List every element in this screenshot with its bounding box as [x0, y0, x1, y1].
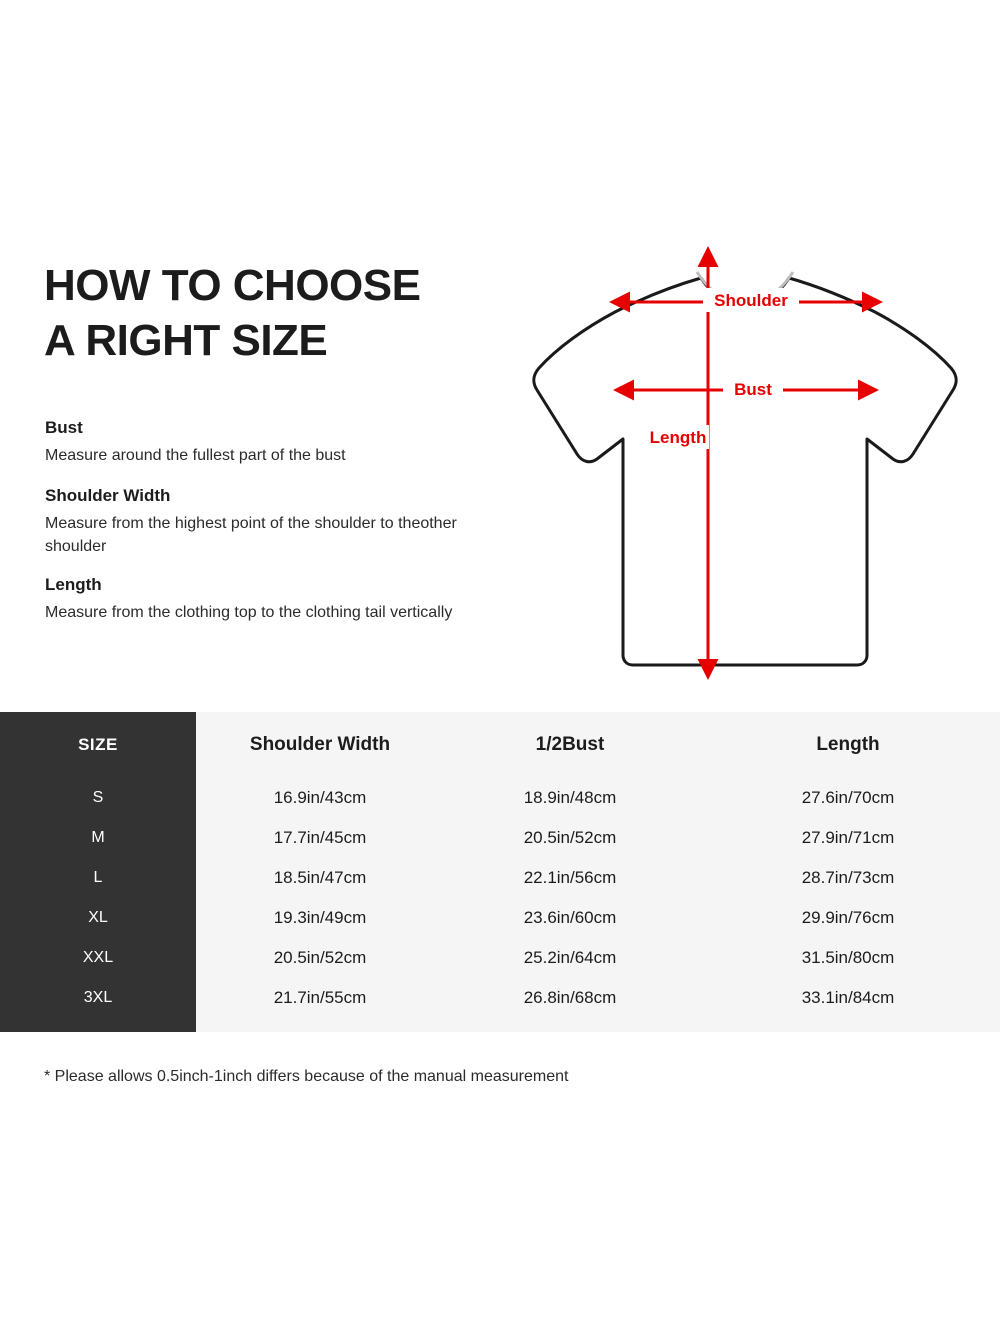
page-title-line-1: HOW TO CHOOSE: [44, 261, 421, 310]
cell-half-bust: 20.5in/52cm: [523, 828, 617, 847]
cell-shoulder-width: 21.7in/55cm: [273, 988, 367, 1007]
table-header-half-bust: 1/2Bust: [535, 734, 605, 755]
description-bust: [45, 418, 505, 467]
description-shoulder-width: [45, 486, 505, 558]
cell-length: 27.9in/71cm: [801, 828, 895, 847]
table-row: [0, 858, 1000, 898]
description-length: [45, 575, 505, 624]
cell-half-bust: 22.1in/56cm: [523, 868, 617, 887]
cell-length: 29.9in/76cm: [801, 908, 895, 927]
table-header-shoulder-width: Shoulder Width: [249, 734, 391, 755]
cell-length: 27.6in/70cm: [801, 788, 895, 807]
diagram-label-length: Length: [649, 428, 707, 447]
table-row: [0, 818, 1000, 858]
cell-half-bust: 23.6in/60cm: [523, 908, 617, 927]
description-length-title: Length: [45, 575, 102, 594]
cell-shoulder-width: 18.5in/47cm: [273, 868, 367, 887]
tshirt-diagram: [505, 240, 985, 690]
table-row: [0, 778, 1000, 818]
cell-shoulder-width: 20.5in/52cm: [273, 948, 367, 967]
diagram-label-shoulder: Shoulder: [714, 291, 788, 310]
cell-size: M: [91, 829, 105, 846]
page-title: [44, 258, 514, 368]
cell-size: L: [93, 869, 103, 886]
table-row: [0, 978, 1000, 1018]
measurement-note: * Please allows 0.5inch-1inch differs because of the manual measurement: [44, 1068, 569, 1085]
cell-size: XL: [88, 909, 108, 926]
cell-length: 28.7in/73cm: [801, 868, 895, 887]
table-header-row: [0, 712, 1000, 778]
description-bust-text: Measure around the fullest part of the bust: [45, 447, 346, 464]
cell-half-bust: 25.2in/64cm: [523, 948, 617, 967]
size-table: [0, 712, 1000, 1018]
page-title-line-2: A RIGHT SIZE: [44, 316, 328, 365]
description-length-text: Measure from the clothing top to the clothing tail vertically: [45, 604, 453, 621]
description-bust-title: Bust: [45, 418, 83, 437]
cell-length: 31.5in/80cm: [801, 948, 895, 967]
size-table-area: [0, 712, 1000, 1032]
description-shoulder-width-text: Measure from the highest point of the shoulder to theother shoulder: [45, 515, 457, 556]
cell-shoulder-width: 19.3in/49cm: [273, 908, 367, 927]
table-row: [0, 938, 1000, 978]
cell-shoulder-width: 16.9in/43cm: [273, 788, 367, 807]
description-shoulder-width-title: Shoulder Width: [45, 486, 171, 505]
cell-half-bust: 26.8in/68cm: [523, 988, 617, 1007]
cell-shoulder-width: 17.7in/45cm: [273, 828, 367, 847]
cell-length: 33.1in/84cm: [801, 988, 895, 1007]
diagram-label-bust: Bust: [734, 380, 772, 399]
cell-half-bust: 18.9in/48cm: [523, 788, 617, 807]
table-row: [0, 898, 1000, 938]
cell-size: XXL: [82, 949, 114, 966]
cell-size: 3XL: [83, 989, 113, 1006]
table-header-length: Length: [816, 734, 880, 755]
cell-size: S: [92, 789, 104, 806]
table-header-size: SIZE: [78, 735, 118, 754]
